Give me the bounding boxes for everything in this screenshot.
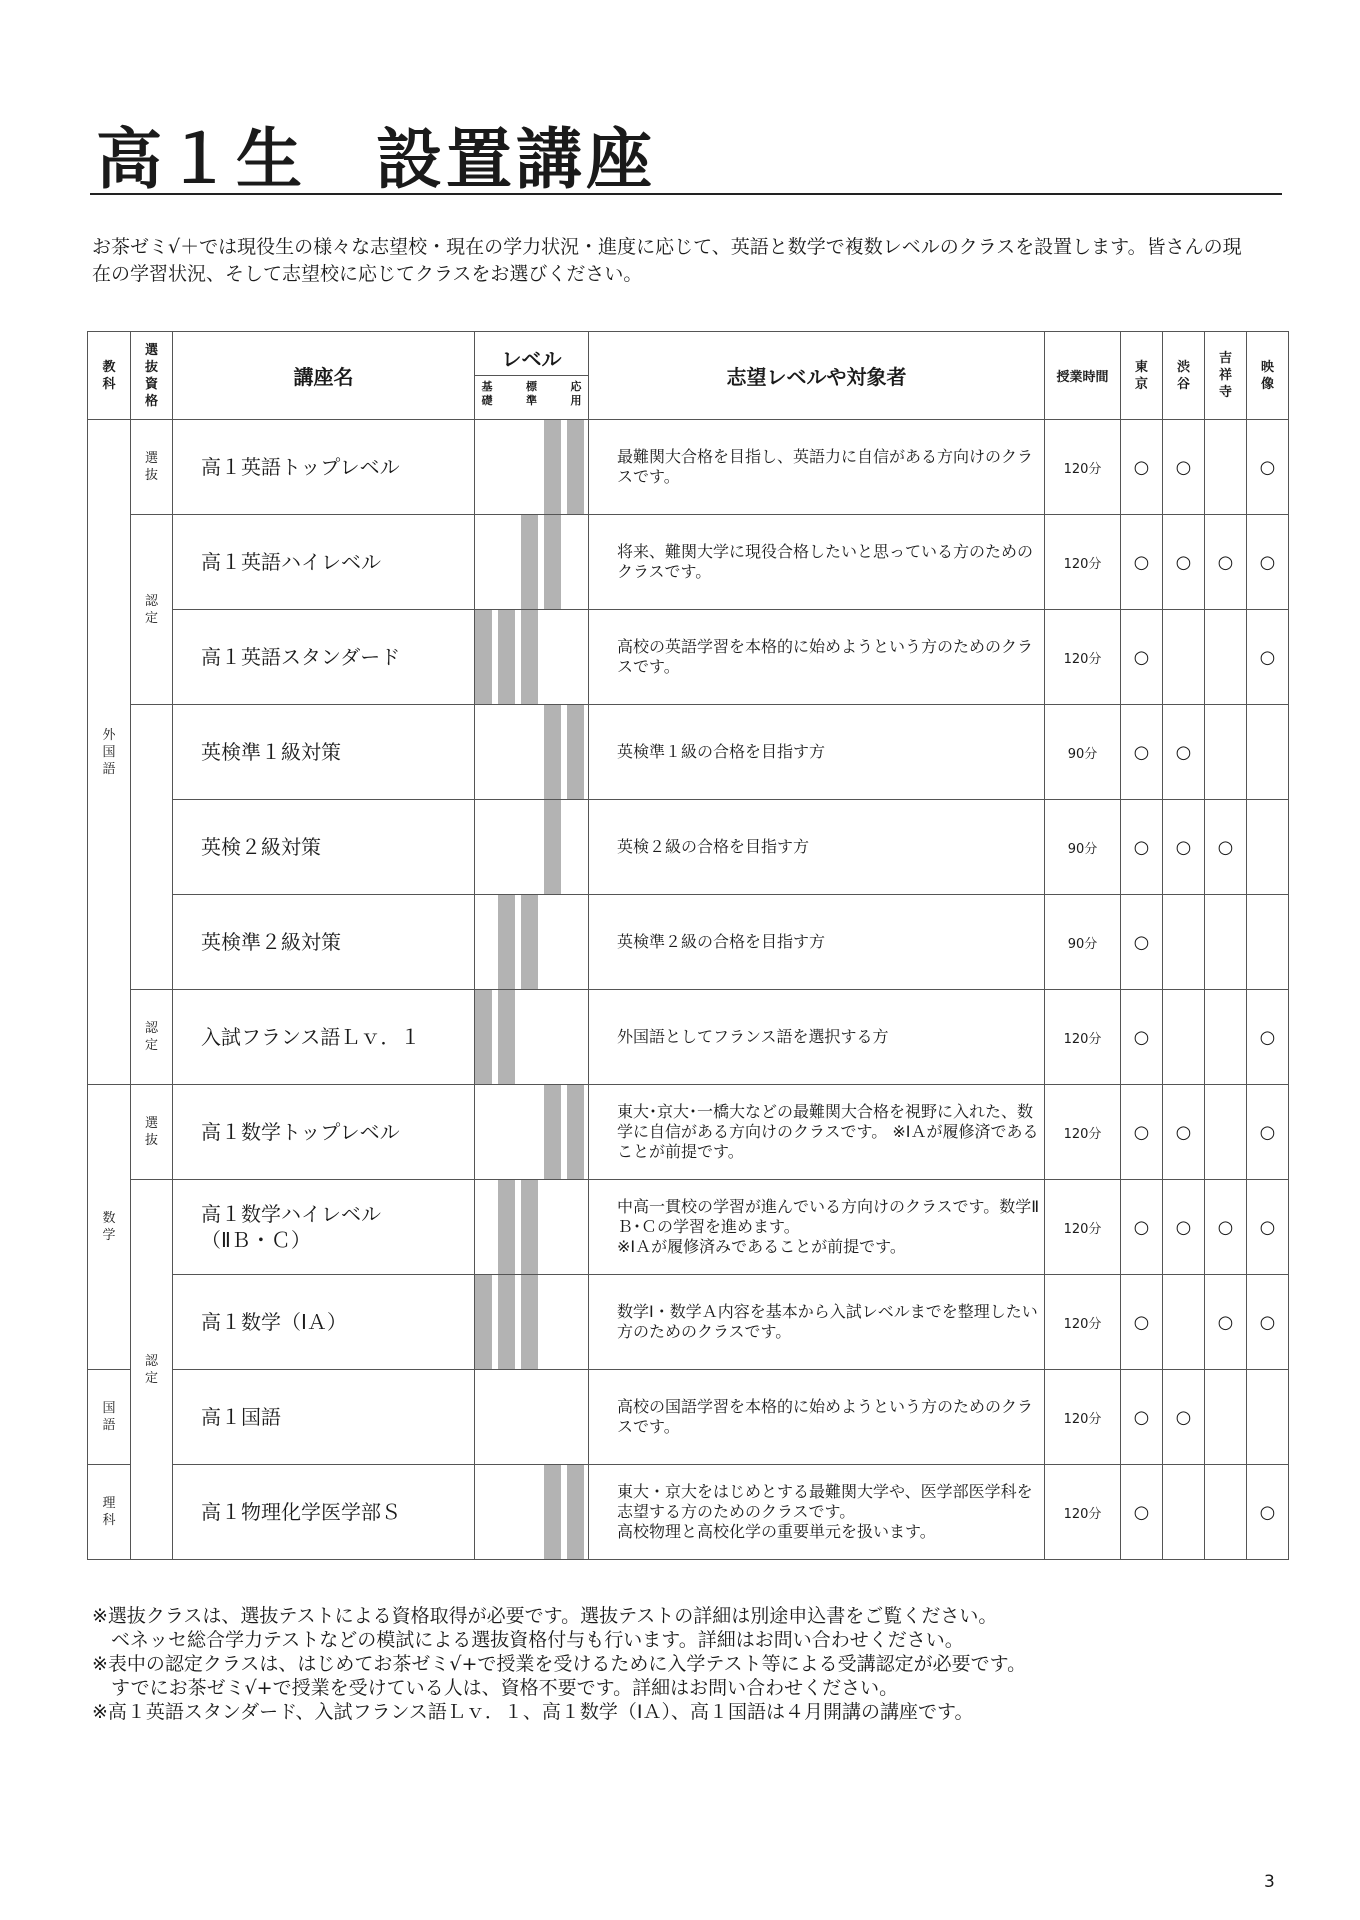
- course-time: 120分: [1045, 1370, 1121, 1465]
- table-row: [88, 800, 1289, 895]
- header-tokyo: 東京: [1134, 359, 1148, 392]
- table-row: [88, 990, 1289, 1085]
- level-bars: [475, 515, 589, 610]
- course-name: 高１数学ハイレベル （ⅡＢ・Ｃ）: [173, 1180, 475, 1275]
- course-time: 120分: [1045, 1180, 1121, 1275]
- mark-video: ○: [1247, 515, 1289, 610]
- mark-video: [1247, 705, 1289, 800]
- header-level-standard: 標準: [526, 380, 537, 407]
- mark-shibuya: [1163, 1275, 1205, 1370]
- level-bar: [544, 515, 561, 609]
- level-bar: [544, 420, 561, 514]
- course-name: 英検準１級対策: [173, 705, 475, 800]
- course-time: 120分: [1045, 610, 1121, 705]
- mark-kichijoji: [1205, 705, 1247, 800]
- course-target: 数学Ⅰ・数学Ａ内容を基本から入試レベルまでを整理したい方のためのクラスです。: [589, 1275, 1045, 1370]
- subject-foreign: 外国語: [102, 727, 116, 777]
- header-target: 志望レベルや対象者: [589, 332, 1045, 420]
- course-target: 英検準２級の合格を目指す方: [589, 895, 1045, 990]
- mark-video: ○: [1247, 1465, 1289, 1560]
- mark-tokyo: ○: [1121, 1465, 1163, 1560]
- table-row: [88, 515, 1289, 610]
- level-bars: [475, 990, 589, 1085]
- header-level-title: レベル: [475, 343, 588, 376]
- mark-shibuya: [1163, 990, 1205, 1085]
- table-row: [88, 1085, 1289, 1180]
- level-bar: [544, 800, 561, 894]
- mark-shibuya: ○: [1163, 1370, 1205, 1465]
- header-level-applied: 応用: [570, 380, 582, 407]
- mark-tokyo: ○: [1121, 1275, 1163, 1370]
- course-target: 高校の英語学習を本格的に始めようという方のためのクラスです。: [589, 610, 1045, 705]
- mark-video: [1247, 800, 1289, 895]
- level-bar: [498, 895, 515, 989]
- level-bars: [475, 420, 589, 515]
- level-bars: [475, 1465, 589, 1560]
- course-name: 高１英語トップレベル: [173, 420, 475, 515]
- level-bar: [567, 1085, 584, 1179]
- course-time: 120分: [1045, 1085, 1121, 1180]
- footnote: ※表中の認定クラスは、はじめてお茶ゼミ√+で授業を受けるために入学テスト等による受講認定が必要です。: [92, 1653, 1027, 1675]
- mark-kichijoji: [1205, 1085, 1247, 1180]
- table-row: [88, 705, 1289, 800]
- course-name: 入試フランス語Ｌｖ．１: [173, 990, 475, 1085]
- course-time: 90分: [1045, 800, 1121, 895]
- header-video: 映像: [1260, 359, 1274, 392]
- course-time: 90分: [1045, 895, 1121, 990]
- course-target: 高校の国語学習を本格的に始めようという方のためのクラスです。: [589, 1370, 1045, 1465]
- mark-tokyo: ○: [1121, 800, 1163, 895]
- level-bar: [567, 1465, 584, 1559]
- course-time: 120分: [1045, 1465, 1121, 1560]
- mark-shibuya: [1163, 895, 1205, 990]
- mark-kichijoji: ○: [1205, 1275, 1247, 1370]
- level-bars: [475, 1370, 589, 1465]
- course-target: 英検２級の合格を目指す方: [589, 800, 1045, 895]
- course-target: 最難関大合格を目指し、英語力に自信がある方向けのクラスです。: [589, 420, 1045, 515]
- course-target: 中高一貫校の学習が進んでいる方向けのクラスです。数学ⅡＢ･Ｃの学習を進めます。 ※ⅠＡが履修済みであることが前提です。: [589, 1180, 1045, 1275]
- subject-japanese: 国語: [102, 1401, 116, 1433]
- table-row: [88, 420, 1289, 515]
- mark-kichijoji: ○: [1205, 800, 1247, 895]
- footnote: ※選抜クラスは、選抜テストによる資格取得が必要です。選抜テストの詳細は別途申込書をご覧ください。: [92, 1605, 998, 1627]
- qual-nintei: 認定: [144, 1021, 158, 1053]
- header-shibuya: 渋谷: [1176, 359, 1190, 392]
- course-name: 英検準２級対策: [173, 895, 475, 990]
- mark-kichijoji: [1205, 610, 1247, 705]
- footnote: すでにお茶ゼミ√+で授業を受けている人は、資格不要です。詳細はお問い合わせください。: [92, 1677, 899, 1699]
- mark-video: [1247, 1370, 1289, 1465]
- course-time: 90分: [1045, 705, 1121, 800]
- mark-kichijoji: [1205, 1370, 1247, 1465]
- level-bar: [521, 1275, 538, 1369]
- course-name: 高１数学（ⅠＡ）: [173, 1275, 475, 1370]
- course-name: 高１英語ハイレベル: [173, 515, 475, 610]
- footnote: ベネッセ総合学力テストなどの模試による選抜資格付与も行います。詳細はお問い合わせください。: [92, 1629, 964, 1651]
- mark-kichijoji: [1205, 990, 1247, 1085]
- table-row: [88, 895, 1289, 990]
- mark-shibuya: ○: [1163, 800, 1205, 895]
- mark-tokyo: ○: [1121, 895, 1163, 990]
- level-bar: [521, 895, 538, 989]
- level-bars: [475, 1085, 589, 1180]
- mark-tokyo: ○: [1121, 1180, 1163, 1275]
- page-title: 高１生 設置講座: [96, 121, 656, 198]
- mark-tokyo: ○: [1121, 1370, 1163, 1465]
- level-bars: [475, 610, 589, 705]
- course-name: 高１英語スタンダード: [173, 610, 475, 705]
- level-bar: [498, 610, 515, 704]
- mark-shibuya: ○: [1163, 1180, 1205, 1275]
- mark-tokyo: ○: [1121, 705, 1163, 800]
- course-time: 120分: [1045, 990, 1121, 1085]
- table-row: [88, 1465, 1289, 1560]
- level-bar: [567, 705, 584, 799]
- mark-video: [1247, 895, 1289, 990]
- table-header-row: [88, 332, 1289, 420]
- course-name: 高１物理化学医学部Ｓ: [173, 1465, 475, 1560]
- level-bar: [521, 1180, 538, 1274]
- qual-senbatsu: 選抜: [144, 451, 158, 483]
- mark-video: ○: [1247, 420, 1289, 515]
- level-bar: [521, 610, 538, 704]
- mark-shibuya: ○: [1163, 705, 1205, 800]
- page-number: 3: [1264, 1872, 1275, 1892]
- mark-video: ○: [1247, 610, 1289, 705]
- level-bar: [498, 1275, 515, 1369]
- mark-tokyo: ○: [1121, 990, 1163, 1085]
- mark-tokyo: ○: [1121, 610, 1163, 705]
- level-bars: [475, 705, 589, 800]
- qual-nintei: 認定: [144, 1353, 158, 1386]
- mark-kichijoji: [1205, 420, 1247, 515]
- header-time: 授業時間: [1045, 332, 1121, 420]
- level-bar: [498, 1180, 515, 1274]
- mark-video: ○: [1247, 1180, 1289, 1275]
- level-bar: [521, 515, 538, 609]
- level-bars: [475, 800, 589, 895]
- level-bar: [544, 705, 561, 799]
- mark-video: ○: [1247, 1275, 1289, 1370]
- qual-senbatsu: 選抜: [144, 1116, 158, 1148]
- subject-math: 数学: [102, 1211, 116, 1243]
- footnote: ※高１英語スタンダード、入試フランス語Ｌｖ．１、高１数学（ⅠＡ）、高１国語は４月開講の講座です。: [92, 1701, 974, 1723]
- title-rule: [90, 193, 1282, 195]
- level-bar: [567, 420, 584, 514]
- level-bar: [475, 610, 492, 704]
- course-name: 英検２級対策: [173, 800, 475, 895]
- subject-science: 理科: [102, 1496, 116, 1528]
- level-bars: [475, 1275, 589, 1370]
- course-target: 外国語としてフランス語を選択する方: [589, 990, 1045, 1085]
- course-name: 高１国語: [173, 1370, 475, 1465]
- header-level: [475, 332, 589, 420]
- course-table: [87, 331, 1289, 1560]
- mark-video: ○: [1247, 1085, 1289, 1180]
- mark-kichijoji: ○: [1205, 515, 1247, 610]
- mark-tokyo: ○: [1121, 515, 1163, 610]
- qual-empty: [131, 705, 173, 990]
- level-bar: [498, 990, 515, 1084]
- course-time: 120分: [1045, 420, 1121, 515]
- intro-text: お茶ゼミ√＋では現役生の様々な志望校・現在の学力状況・進度に応じて、英語と数学で複数レベルのクラスを設置します。皆さんの現在の学習状況、そして志望校に応じてクラスをお選びください。: [92, 236, 1242, 285]
- mark-video: ○: [1247, 990, 1289, 1085]
- table-row: [88, 610, 1289, 705]
- level-bars: [475, 895, 589, 990]
- footnotes: [92, 1604, 1026, 1724]
- level-bar: [475, 990, 492, 1084]
- table-row: [88, 1275, 1289, 1370]
- mark-shibuya: [1163, 1465, 1205, 1560]
- mark-tokyo: ○: [1121, 1085, 1163, 1180]
- header-subject: 教科: [102, 359, 116, 392]
- course-target: 英検準１級の合格を目指す方: [589, 705, 1045, 800]
- header-kichijoji: 吉祥寺: [1218, 351, 1232, 400]
- level-bar: [544, 1085, 561, 1179]
- header-course: 講座名: [173, 332, 475, 420]
- level-bar: [544, 1465, 561, 1559]
- course-time: 120分: [1045, 1275, 1121, 1370]
- course-target: 東大･京大･一橋大などの最難関大合格を視野に入れた、数学に自信がある方向けのクラスです。 ※ⅠＡが履修済であることが前提です。: [589, 1085, 1045, 1180]
- mark-kichijoji: ○: [1205, 1180, 1247, 1275]
- mark-shibuya: [1163, 610, 1205, 705]
- course-target: 将来、難関大学に現役合格したいと思っている方のためのクラスです。: [589, 515, 1045, 610]
- header-level-basic: 基礎: [481, 380, 493, 407]
- level-bars: [475, 1180, 589, 1275]
- level-bar: [475, 1275, 492, 1369]
- qual-nintei: 認定: [144, 593, 158, 626]
- course-target: 東大・京大をはじめとする最難関大学や、医学部医学科を志望する方のためのクラスです。 高校物理と高校化学の重要単元を扱います。: [589, 1465, 1045, 1560]
- header-qualification: 選抜資格: [144, 342, 158, 409]
- table-row: [88, 1180, 1289, 1275]
- mark-kichijoji: [1205, 895, 1247, 990]
- course-time: 120分: [1045, 515, 1121, 610]
- course-name: 高１数学トップレベル: [173, 1085, 475, 1180]
- table-row: [88, 1370, 1289, 1465]
- mark-shibuya: ○: [1163, 515, 1205, 610]
- mark-kichijoji: [1205, 1465, 1247, 1560]
- mark-shibuya: ○: [1163, 420, 1205, 515]
- mark-tokyo: ○: [1121, 420, 1163, 515]
- mark-shibuya: ○: [1163, 1085, 1205, 1180]
